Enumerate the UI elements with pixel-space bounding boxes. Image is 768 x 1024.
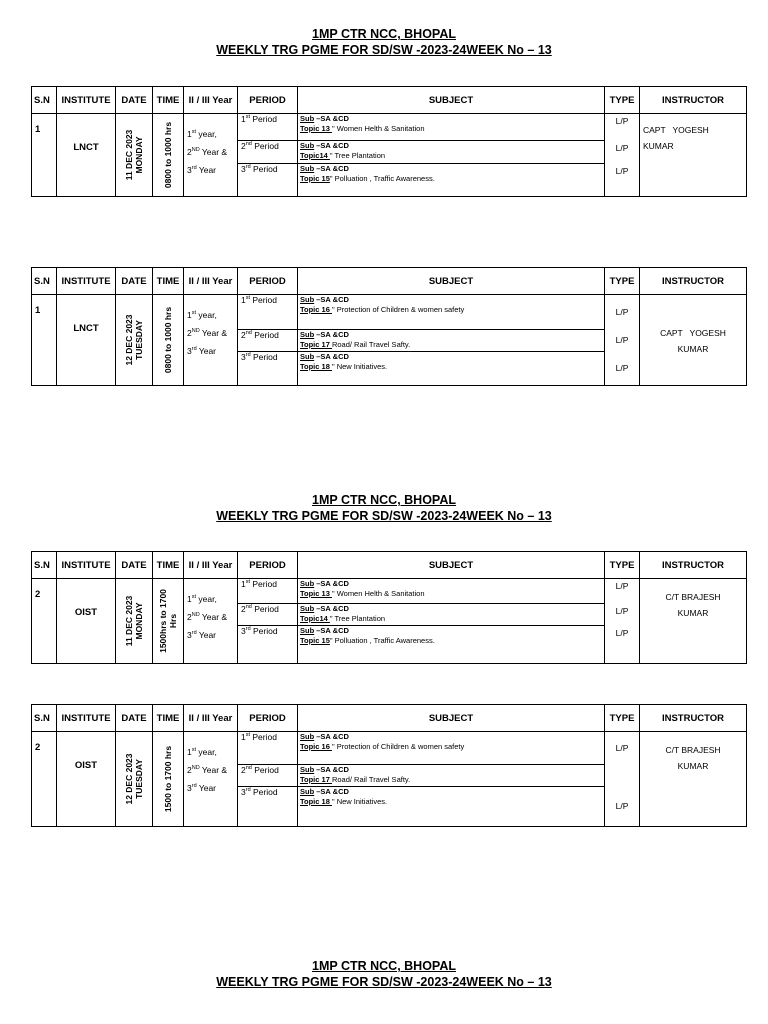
table-header-row [32, 87, 747, 114]
date-cell [116, 732, 153, 827]
document-header-2 [0, 492, 768, 524]
type-value: L/P [615, 581, 629, 591]
subject-row [298, 141, 604, 164]
subject-row [298, 295, 604, 330]
column-header: II / III Year [184, 705, 238, 732]
subject-row [298, 114, 604, 141]
column-header: DATE [116, 268, 153, 295]
table-header-row [32, 268, 747, 295]
instructor-surname: KUMAR [677, 608, 709, 618]
subject-sub: Sub [300, 352, 315, 361]
subject-topic: Topic 13 [300, 124, 332, 133]
time-cell [153, 579, 184, 664]
period-cell [238, 295, 298, 386]
year-1: 1st year, [187, 593, 217, 604]
instructor-rank-name: C/T BRAJESH [665, 745, 721, 755]
header-subtitle: WEEKLY TRG PGME FOR SD/SW -2023-24WEEK No – 13 [216, 975, 552, 989]
instructor-surname: KUMAR [643, 141, 674, 151]
date-cell [116, 295, 153, 386]
type-value: L/P [615, 742, 629, 753]
column-header: S.N [32, 87, 57, 114]
subject-row [298, 765, 604, 787]
subject-row [298, 626, 604, 663]
type-value [605, 765, 639, 787]
subject-topic: Topic 16 [300, 742, 332, 751]
year-3: 3rd Year [187, 164, 217, 175]
serial-number: 1 [32, 295, 57, 386]
type-cell [605, 295, 640, 386]
serial-number: 1 [32, 114, 57, 197]
subject-code: –SA &CD [314, 330, 349, 339]
period-cell [238, 579, 298, 664]
subject-text: " New Initiatives. [331, 362, 388, 371]
date-text: 12 DEC 2023 [124, 753, 134, 805]
subject-code: –SA &CD [314, 352, 349, 361]
column-header: S.N [32, 552, 57, 579]
subject-cell [298, 579, 605, 664]
year-2: 2ND Year & [187, 764, 228, 775]
instructor-surname: KUMAR [677, 761, 709, 771]
column-header: DATE [116, 87, 153, 114]
subject-topic: Topic 18 [300, 797, 332, 806]
date-text: 11 DEC 2023 [124, 595, 134, 647]
day-text: MONDAY [134, 602, 144, 640]
type-value: L/P [615, 306, 629, 317]
instructor-rank-name: CAPT YOGESH [660, 328, 726, 338]
subject-code: –SA &CD [314, 579, 349, 588]
header-title: 1MP CTR NCC, BHOPAL [312, 493, 456, 507]
column-header: SUBJECT [298, 268, 605, 295]
subject-sub: Sub [300, 765, 315, 774]
time-cell [153, 295, 184, 386]
subject-text: Road/ Rail Travel Safty. [331, 775, 411, 784]
column-header: INSTITUTE [57, 552, 116, 579]
header-title: 1MP CTR NCC, BHOPAL [312, 27, 456, 41]
column-header: TYPE [605, 552, 640, 579]
subject-topic: Topic 17 [300, 775, 332, 784]
subject-row [298, 330, 604, 352]
subject-cell [298, 295, 605, 386]
subject-sub: Sub [300, 330, 315, 339]
period-row: 3rd Period [241, 626, 278, 636]
period-row: 1st Period [238, 579, 297, 604]
subject-code: –SA &CD [314, 141, 349, 150]
date-cell [116, 579, 153, 664]
table-header-row [32, 705, 747, 732]
column-header: TYPE [605, 705, 640, 732]
column-header: PERIOD [238, 268, 298, 295]
institute-cell [57, 114, 116, 197]
type-value: L/P [615, 335, 629, 345]
column-header: TIME [153, 87, 184, 114]
header-subtitle: WEEKLY TRG PGME FOR SD/SW -2023-24WEEK No – 13 [216, 509, 552, 523]
date-text: 12 DEC 2023 [124, 314, 134, 366]
subject-row [298, 604, 604, 626]
header-subtitle: WEEKLY TRG PGME FOR SD/SW -2023-24WEEK No – 13 [216, 43, 552, 57]
subject-code: –SA &CD [314, 732, 349, 741]
period-row: 3rd Period [241, 787, 278, 797]
subject-code: –SA &CD [314, 626, 349, 635]
subject-sub: Sub [300, 626, 315, 635]
column-header: TYPE [605, 87, 640, 114]
subject-code: –SA &CD [314, 765, 349, 774]
period-row: 2nd Period [238, 330, 297, 352]
subject-cell [298, 732, 605, 827]
subject-topic: Topic 13 [300, 589, 332, 598]
subject-code: –SA &CD [314, 164, 349, 173]
column-header: PERIOD [238, 87, 298, 114]
table-row [32, 114, 747, 197]
table-row [32, 579, 747, 664]
header-title: 1MP CTR NCC, BHOPAL [312, 959, 456, 973]
column-header: II / III Year [184, 552, 238, 579]
institute-name: LNCT [73, 142, 99, 153]
column-header: PERIOD [238, 705, 298, 732]
column-header: DATE [116, 552, 153, 579]
year-1: 1st year, [187, 746, 217, 757]
year-cell [184, 579, 238, 664]
subject-sub: Sub [300, 579, 315, 588]
subject-text: " Polluation , Traffic Awareness. [329, 174, 435, 183]
type-cell [605, 114, 640, 197]
period-row: 1st Period [238, 732, 297, 765]
time-text: 1500hrs to 1700 [158, 589, 168, 653]
serial-number: 2 [32, 732, 57, 827]
subject-row [298, 732, 604, 765]
subject-text: " Women Helth & Sanitation [331, 124, 425, 133]
column-header: II / III Year [184, 87, 238, 114]
year-1: 1st year, [187, 309, 217, 320]
table-row [32, 295, 747, 386]
instructor-cell [640, 732, 747, 827]
period-row: 2nd Period [238, 141, 297, 164]
subject-sub: Sub [300, 295, 315, 304]
serial-number: 2 [32, 579, 57, 664]
column-header: INSTRUCTOR [640, 87, 747, 114]
institute-cell [57, 295, 116, 386]
column-header: TIME [153, 268, 184, 295]
subject-sub: Sub [300, 164, 315, 173]
column-header: II / III Year [184, 268, 238, 295]
period-row: 2nd Period [238, 765, 297, 787]
subject-text: " Women Helth & Sanitation [331, 589, 425, 598]
subject-code: –SA &CD [314, 295, 349, 304]
type-value: L/P [615, 362, 629, 373]
instructor-rank-name: CAPT YOGESH [643, 125, 709, 135]
subject-topic: Topic 16 [300, 305, 332, 314]
subject-sub: Sub [300, 141, 315, 150]
day-text: MONDAY [134, 136, 144, 174]
instructor-cell [640, 295, 747, 386]
institute-cell [57, 732, 116, 827]
date-text: 11 DEC 2023 [124, 129, 134, 181]
subject-cell [298, 114, 605, 197]
subject-code: –SA &CD [314, 604, 349, 613]
training-schedule-table [31, 704, 747, 827]
column-header: SUBJECT [298, 552, 605, 579]
year-cell [184, 114, 238, 197]
type-value: L/P [615, 800, 629, 811]
column-header: INSTRUCTOR [640, 552, 747, 579]
time-text: 0800 to 1000 hrs [163, 121, 173, 189]
time-text: 1500 to 1700 hrs [163, 745, 173, 813]
column-header: PERIOD [238, 552, 298, 579]
column-header: SUBJECT [298, 705, 605, 732]
subject-text: Road/ Rail Travel Safty. [331, 340, 411, 349]
institute-name: LNCT [73, 323, 99, 334]
subject-topic: Topic 15 [300, 174, 330, 183]
instructor-cell [640, 579, 747, 664]
type-value: L/P [615, 628, 629, 638]
training-schedule-table [31, 551, 747, 664]
instructor-cell [640, 114, 747, 197]
type-cell [605, 579, 640, 664]
column-header: INSTITUTE [57, 268, 116, 295]
year-2: 2ND Year & [187, 327, 228, 338]
subject-text: " Protection of Children & women safety [331, 742, 465, 751]
time-cell [153, 732, 184, 827]
period-row: 2nd Period [238, 604, 297, 626]
subject-text: " Tree Plantation [329, 614, 386, 623]
subject-text: " New Initiatives. [331, 797, 388, 806]
column-header: TIME [153, 705, 184, 732]
subject-text: " Polluation , Traffic Awareness. [329, 636, 435, 645]
column-header: INSTITUTE [57, 87, 116, 114]
training-schedule-table [31, 267, 747, 386]
time-cell [153, 114, 184, 197]
subject-topic: Topic14 [300, 614, 330, 623]
instructor-rank-name: C/T BRAJESH [665, 592, 721, 602]
year-3: 3rd Year [187, 345, 217, 356]
date-cell [116, 114, 153, 197]
year-3: 3rd Year [187, 629, 217, 640]
day-text: TUESDAY [134, 759, 144, 799]
day-text: TUESDAY [134, 320, 144, 360]
document-header-3 [0, 958, 768, 990]
column-header: SUBJECT [298, 87, 605, 114]
institute-name: OIST [74, 607, 98, 618]
type-value: L/P [615, 166, 629, 176]
period-row: 3rd Period [241, 352, 278, 362]
subject-code: –SA &CD [314, 787, 349, 796]
period-row: 1st Period [238, 295, 297, 330]
type-value: L/P [615, 606, 629, 616]
column-header: TIME [153, 552, 184, 579]
year-cell [184, 295, 238, 386]
subject-sub: Sub [300, 114, 315, 123]
subject-row [298, 352, 604, 385]
table-row [32, 732, 747, 827]
table-header-row [32, 552, 747, 579]
year-2: 2ND Year & [187, 146, 228, 157]
type-value: L/P [615, 143, 629, 153]
subject-topic: Topic 17 [300, 340, 332, 349]
subject-topic: Topic14 [300, 151, 330, 160]
column-header: S.N [32, 705, 57, 732]
subject-text: " Protection of Children & women safety [331, 305, 465, 314]
document-header-1 [0, 26, 768, 58]
time-text-2: Hrs [168, 613, 178, 629]
subject-sub: Sub [300, 787, 315, 796]
training-schedule-table [31, 86, 747, 197]
column-header: INSTRUCTOR [640, 705, 747, 732]
column-header: DATE [116, 705, 153, 732]
column-header: INSTRUCTOR [640, 268, 747, 295]
subject-text: " Tree Plantation [329, 151, 386, 160]
period-cell [238, 114, 298, 197]
column-header: INSTITUTE [57, 705, 116, 732]
subject-row [298, 579, 604, 604]
subject-topic: Topic 15 [300, 636, 330, 645]
subject-code: –SA &CD [314, 114, 349, 123]
period-row: 3rd Period [241, 164, 278, 174]
subject-topic: Topic 18 [300, 362, 332, 371]
institute-cell [57, 579, 116, 664]
type-cell [605, 732, 640, 827]
institute-name: OIST [74, 760, 98, 771]
year-1: 1st year, [187, 128, 217, 139]
column-header: TYPE [605, 268, 640, 295]
type-value: L/P [615, 116, 629, 126]
year-3: 3rd Year [187, 782, 217, 793]
time-text: 0800 to 1000 hrs [163, 306, 173, 374]
period-row: 1st Period [238, 114, 297, 141]
instructor-surname: KUMAR [677, 344, 709, 354]
column-header: S.N [32, 268, 57, 295]
subject-row [298, 787, 604, 826]
period-cell [238, 732, 298, 827]
year-cell [184, 732, 238, 827]
year-2: 2ND Year & [187, 611, 228, 622]
subject-sub: Sub [300, 732, 315, 741]
subject-sub: Sub [300, 604, 315, 613]
subject-row [298, 164, 604, 196]
